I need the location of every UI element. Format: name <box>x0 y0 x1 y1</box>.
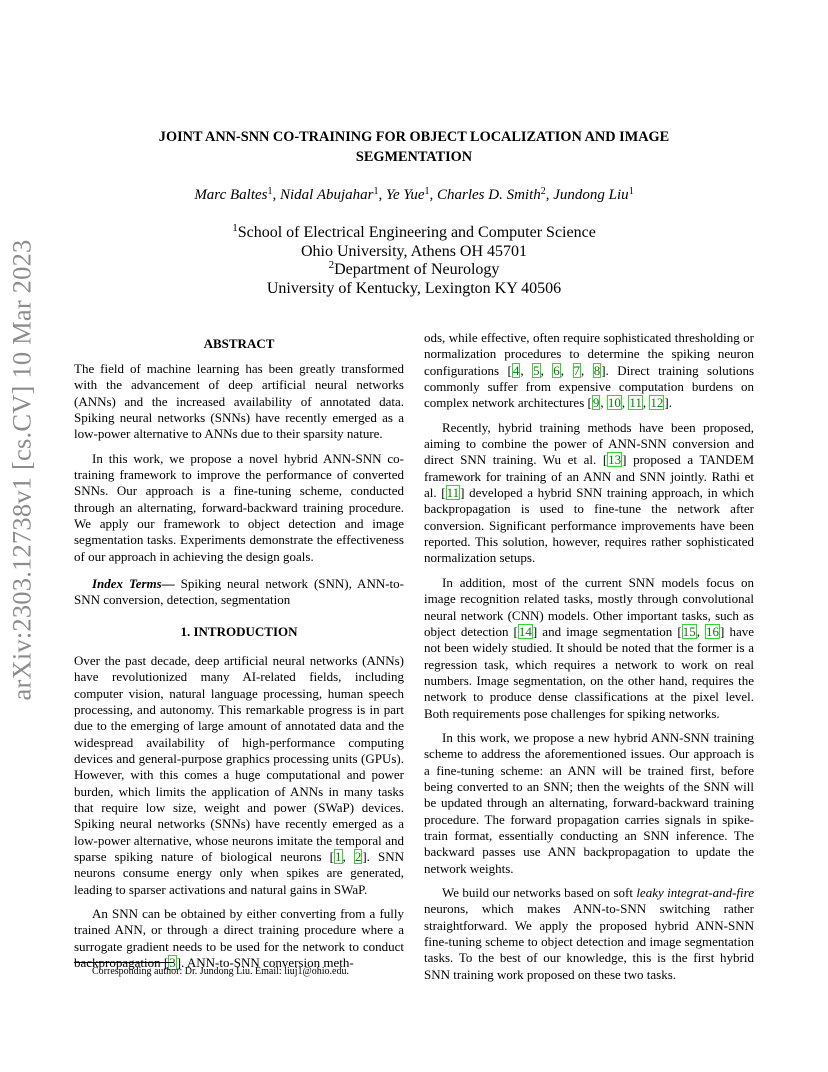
intro-text: . ANN-to-SNN conversion meth- <box>181 955 354 970</box>
abstract-paragraph-1: The field of machine learning has been greatly transformed with the advancement of deep artificial neural networks (ANNs) and the increased availability of annotated data. Spiking neural networks (SNNs) have recently emerged as a low-power alternative to ANNs due to their sparsity nature. <box>74 361 404 442</box>
citation-link[interactable]: 1 <box>335 848 342 864</box>
body-text: . Direct training solutions commonly suffer from expensive computation burdens on complex network architectures <box>424 362 755 411</box>
author-affiliation-mark: 1 <box>628 186 634 197</box>
affiliation-1-line-1 <box>100 224 728 243</box>
author-affiliation-mark: 1 <box>267 186 273 197</box>
abstract-paragraph-2: In this work, we propose a novel hybrid ANN-SNN co-training framework to improve the performance of converted SNNs. Our approach is a fine-tuning scheme, conducted through an alternating, forward-backward training procedure. We apply our framework to object detection and image segmentation tasks. Experiments demonstrate the effectiveness of our approach in achieving the design goals. <box>74 450 404 564</box>
body-text: have not been widely studied. It should be noted that the former is a regression task, which requires a network to work on real numbers. Image segmentation, on the other hand, requires the network to produce dense classifications at the pixel level. Both requirements pose challenges for spiking networks. <box>424 623 754 721</box>
author-name: Charles D. Smith <box>437 187 541 203</box>
index-terms-label: Index Terms— <box>92 576 175 592</box>
citation-link[interactable]: 7 <box>573 362 580 378</box>
body-text: ods, while effective, often require sophisticated thresholding or normalization procedures to determine the spiking neuron configurations <box>424 330 754 378</box>
affiliation-1-line-2: Ohio University, Athens OH 45701 <box>300 242 528 260</box>
body-text: Recently, hybrid training methods have been proposed, aiming to combine the power of ANN-SNN conversion and direct SNN training. Wu et al. <box>424 419 754 468</box>
affiliation-2-line-2: University of Kentucky, Lexington KY 40506 <box>266 279 562 297</box>
citation-link[interactable]: 6 <box>553 362 560 378</box>
right-paragraph-4: In this work, we propose a new hybrid ANN-SNN training scheme to address the aforementioned issues. Our approach is a fine-tuning scheme: an ANN will be trained first, before being converted to an SNN; then the weights of the SNN will be updated through an alternating, forward-backward training procedure. The forward propagation carries signals in spike-train format, essentially conducting an SNN inference. The backward passes use ANN backpropagation to update the network weights. <box>424 729 754 876</box>
author-affiliation-mark: 1 <box>424 186 430 197</box>
body-text: We build our networks based on soft <box>442 885 637 900</box>
index-terms-text: Spiking neural network (SNN), ANN-to-SNN conversion, detection, segmentation <box>74 576 404 608</box>
abstract-heading: ABSTRACT <box>203 336 275 351</box>
affiliations <box>100 224 728 298</box>
intro-text: An SNN can be obtained by either converting from a fully trained ANN, or through a direct training procedure where a surrogate gradient needs to be used for the network to conduct backpropagation <box>74 905 404 970</box>
citation-link[interactable]: 16 <box>706 623 720 639</box>
citation-link[interactable]: 10 <box>607 395 621 411</box>
citation-link[interactable]: 11 <box>629 395 642 411</box>
body-text: and image segmentation <box>537 623 678 639</box>
body-text: proposed a TANDEM framework for training of an ANN and SNN jointly. Rathi et al. <box>424 452 755 501</box>
citation-link[interactable]: 2 <box>354 848 362 864</box>
author-affiliation-mark: 2 <box>540 186 546 197</box>
right-paragraph-3: In addition, most of the current SNN models focus on image recognition related tasks, mostly through convolutional neural network (CNN) models. Other important tasks, such as object detection [14] and image segmentation [15, 16] have not been widely studied. It should be noted that the former is a regression task, which requires a network to work on real numbers. Image segmentation, on the other hand, requires the network to produce dense classifications at the pixel level. Both requirements pose challenges for spiking networks. <box>424 574 754 721</box>
title-line-2: SEGMENTATION <box>355 148 473 165</box>
intro-paragraph-2: An SNN can be obtained by either converting from a fully trained ANN, or through a direct training procedure where a surrogate gradient needs to be used for the network to conduct backpropagation [3]. ANN-to-SNN conversion meth- <box>74 905 404 970</box>
citation-link[interactable]: 9 <box>592 395 600 411</box>
intro-paragraph-1: Over the past decade, deep artificial neural networks (ANNs) have revolutionized many AI-related fields, including computer vision, natural language processing, human speech processing, and autonomy. This remarkable progress is in part due to the emerging of large amount of annotated data and the widespread availability of high-performance computing devices and general-purpose graphics processing units (GPUs). However, with this comes a huge computational and power burden, which limits the application of ANNs in many tasks that require low size, weight and power (SWaP) devices. Spiking neural networks (SNNs) have recently emerged as a low-power alternative, whose neurons imitate the temporal and sparse spiking nature of biological neurons [1, 2]. SNN neurons consume energy only when spikes are generated, leading to sparser activations and natural gains in SWaP. <box>74 652 404 897</box>
right-paragraph-2: Recently, hybrid training methods have been proposed, aiming to combine the power of ANN-SNN conversion and direct SNN training. Wu et al. [13] proposed a TANDEM framework for training of an ANN and SNN jointly. Rathi et al. [11] developed a hybrid SNN training approach, in which backpropagation is used to fine-tune the network after conversion. Significant performance improvements have been reported. This solution, however, requires rather sophisticated normalization setups. <box>424 419 755 566</box>
author-list: Marc Baltes$^1$, Nidal Abujahar$^1$, Ye Yue$^1$, Charles D. Smith$^2$, Jundong Liu$^1$ <box>194 186 634 203</box>
right-paragraph-5 <box>424 885 754 983</box>
citation-link[interactable]: 4 <box>512 362 520 378</box>
paper-title <box>100 128 728 167</box>
introduction-heading: 1. INTRODUCTION <box>180 623 298 639</box>
right-paragraph-1: ods, while effective, often require sophisticated thresholding or normalization procedures to determine the spiking neuron configurations [4, 5, 6, 7, 8]. Direct training solutions commonly suffer from expensive computation burdens on complex network architectures [9, 10, 11, 12]. <box>424 330 755 411</box>
index-terms <box>74 576 404 609</box>
author-name: Ye Yue <box>386 187 425 203</box>
body-text: developed a hybrid SNN training approach, in which backpropagation is used to fine-tune the network after conversion. Significant performance improvements have been reported. This solution, however, requires rather sophisticated normalization setups. <box>424 485 754 566</box>
citation-link[interactable]: 8 <box>593 362 601 378</box>
left-column <box>74 336 404 971</box>
intro-text: . SNN neurons consume energy only when spikes are generated, leading to sparser activations and natural gains in SWaP. <box>74 848 404 897</box>
citation-link[interactable]: 11 <box>446 485 460 501</box>
body-text: In addition, most of the current SNN models focus on image recognition related tasks, mostly through convolutional neural network (CNN) models. Other important tasks, such as object detection <box>424 574 754 639</box>
affiliation-mark: 1 <box>232 222 238 234</box>
corresponding-author-footnote: Corresponding author: Dr. Jundong Liu. Email: liuj1@ohio.edu. <box>92 966 349 977</box>
affiliation-text: Department of Neurology <box>334 261 500 279</box>
citation-link[interactable]: 15 <box>682 623 696 639</box>
author-name: Jundong Liu <box>553 187 629 203</box>
author-name: Marc Baltes <box>194 187 268 203</box>
citation-link[interactable]: 5 <box>533 362 540 378</box>
affiliation-2-line-1 <box>100 261 728 280</box>
emphasis-text: leaky integrat-and-fire <box>636 885 754 900</box>
author-name: Nidal Abujahar <box>280 187 374 203</box>
body-text: neurons, which makes ANN-to-SNN switching rather straightforward. We apply the proposed hybrid ANN-SNN fine-tuning scheme to object detection and image segmentation tasks. To the best of our knowledge, this is the first hybrid SNN training work proposed on these two tasks. <box>424 901 754 982</box>
footnote-divider <box>74 962 174 963</box>
affiliation-mark: 2 <box>328 259 335 272</box>
right-column <box>424 330 754 983</box>
citation-link[interactable]: 12 <box>650 395 664 411</box>
arxiv-id-text: arXiv:2303.12738v1 [cs.CV] 10 Mar 2023 <box>6 239 37 701</box>
intro-text: Over the past decade, deep artificial neural networks (ANNs) have revolutionized many AI-related fields, including computer vision, natural language processing, human speech processing, and autonomy. This remarkable progress is in part due to the emerging of large amount of annotated data and the widespread availability of high-performance computing devices and general-purpose graphics processing units (GPUs). However, with this comes a huge computational and power burden, which limits the application of ANNs in many tasks that require low size, weight and power (SWaP) devices. Spiking neural networks (SNNs) have recently emerged as a low-power alternative, whose neurons imitate the temporal and sparse spiking nature of biological neurons <box>74 652 404 864</box>
affiliation-text: School of Electrical Engineering and Computer Science <box>237 224 596 241</box>
citation-link[interactable]: 3 <box>169 955 176 970</box>
citation-link[interactable]: 14 <box>518 623 532 639</box>
citation-link[interactable]: 13 <box>608 452 622 468</box>
author-affiliation-mark: 1 <box>373 186 379 197</box>
title-line-1: JOINT ANN-SNN CO-TRAINING FOR OBJECT LOCALIZATION AND IMAGE <box>158 129 670 145</box>
body-text: . <box>668 395 672 411</box>
